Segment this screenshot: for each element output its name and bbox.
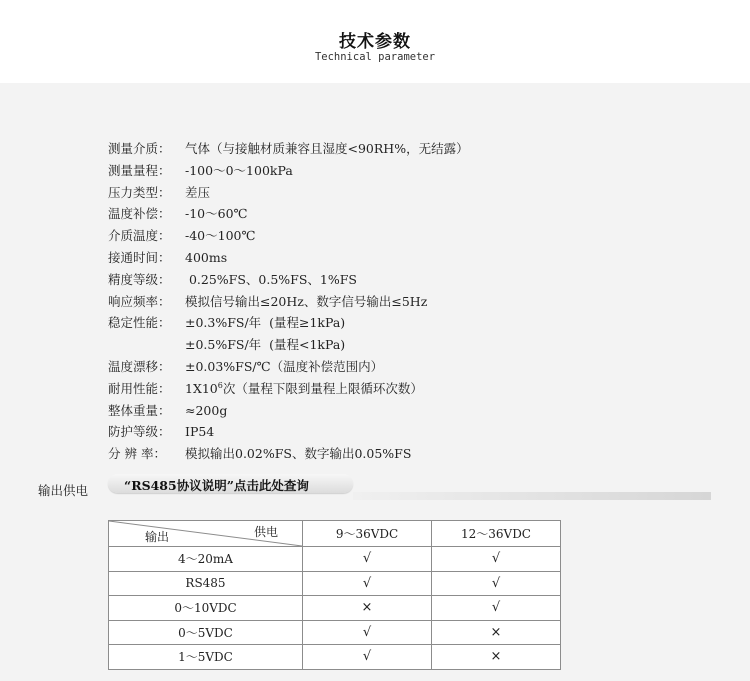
param-label: 稳定性能：	[108, 315, 171, 331]
support-mark: ×	[303, 596, 432, 621]
column-header: 12～36VDC	[432, 521, 561, 547]
param-label: 测量量程：	[108, 162, 171, 178]
output-cell: 1～5VDC	[109, 645, 303, 670]
param-label: 温度漂移：	[108, 358, 171, 374]
support-mark: √	[303, 645, 432, 670]
table-row	[109, 571, 561, 596]
protocol-link[interactable]: “RS485协议说明”点击此处查询	[124, 478, 309, 493]
column-header: 9～36VDC	[303, 521, 432, 547]
param-row	[108, 443, 469, 465]
param-value: 模拟输出0.02%FS、数字输出0.05%FS	[185, 446, 412, 462]
output-supply-table	[108, 520, 561, 670]
param-value: ±0.3%FS/年 (量程≥1kPa)	[185, 315, 346, 331]
page-title: 技术参数	[339, 32, 411, 52]
value-base: 1X10	[185, 380, 218, 396]
param-value: 模拟信号输出≤20Hz、数字信号输出≤5Hz	[185, 293, 428, 309]
param-row	[108, 400, 469, 422]
param-value	[185, 378, 423, 400]
param-row	[108, 225, 469, 247]
param-row	[108, 378, 469, 400]
support-mark: √	[432, 596, 561, 621]
param-label: 整体重量：	[108, 402, 171, 418]
value-exponent: 6	[217, 380, 223, 390]
param-value: ±0.5%FS/年 (量程<1kPa)	[185, 337, 346, 353]
param-label: 响应频率：	[108, 293, 171, 309]
param-value: ≈200g	[185, 402, 228, 418]
support-mark: √	[432, 547, 561, 572]
param-row	[108, 312, 469, 334]
param-row	[108, 421, 469, 443]
param-label: 精度等级：	[108, 271, 171, 287]
output-cell: 0～10VDC	[109, 596, 303, 621]
corner-top-label: 供电	[253, 525, 278, 539]
support-mark: ×	[432, 645, 561, 670]
output-cell: 4～20mA	[109, 547, 303, 572]
corner-header-cell	[109, 521, 303, 547]
param-row	[108, 160, 469, 182]
param-label: 分 辨 率：	[108, 446, 166, 462]
param-value: ±0.03%FS/℃（温度补偿范围内）	[185, 358, 384, 374]
table-row	[109, 645, 561, 670]
support-mark: √	[303, 620, 432, 645]
param-row	[108, 291, 469, 313]
header	[0, 0, 750, 83]
param-value: 400ms	[185, 249, 228, 265]
param-value: -100～0～100kPa	[185, 162, 293, 178]
param-label: 测量介质：	[108, 141, 171, 156]
param-label: 接通时间：	[108, 249, 171, 265]
support-mark: √	[303, 571, 432, 596]
param-row	[108, 203, 469, 225]
param-label	[108, 334, 185, 356]
param-row	[108, 334, 469, 356]
support-mark: √	[432, 571, 561, 596]
output-cell: 0～5VDC	[109, 620, 303, 645]
param-label: 温度补偿：	[108, 206, 171, 222]
corner-bottom-label: 输出	[145, 530, 170, 544]
param-label: 介质温度：	[108, 228, 171, 244]
output-cell: RS485	[109, 571, 303, 596]
param-row	[108, 182, 469, 204]
support-mark: ×	[432, 620, 561, 645]
param-row	[108, 247, 469, 269]
support-mark: √	[303, 547, 432, 572]
page-subtitle: Technical parameter	[314, 51, 436, 63]
table-row	[109, 620, 561, 645]
param-label: 压力类型：	[108, 184, 171, 200]
table-row	[109, 547, 561, 572]
param-label: 耐用性能：	[108, 380, 171, 396]
param-value: IP54	[185, 424, 215, 440]
param-value: -10～60℃	[185, 206, 248, 222]
param-value: 0.25%FS、0.5%FS、1%FS	[185, 271, 357, 287]
param-label: 防护等级：	[108, 424, 171, 440]
param-row	[108, 269, 469, 291]
section-divider	[353, 492, 711, 500]
param-row	[108, 138, 469, 160]
table-row	[109, 596, 561, 621]
table-header-row	[109, 521, 561, 547]
param-value: 气体（与接触材质兼容且湿度<90RH%，无结露）	[185, 141, 469, 156]
param-row	[108, 356, 469, 378]
param-value: 差压	[185, 184, 211, 200]
parameter-list	[108, 138, 469, 465]
section-label: 输出供电	[38, 483, 89, 498]
value-suffix: 次（量程下限到量程上限循环次数）	[222, 380, 423, 396]
param-value: -40～100℃	[185, 228, 256, 244]
